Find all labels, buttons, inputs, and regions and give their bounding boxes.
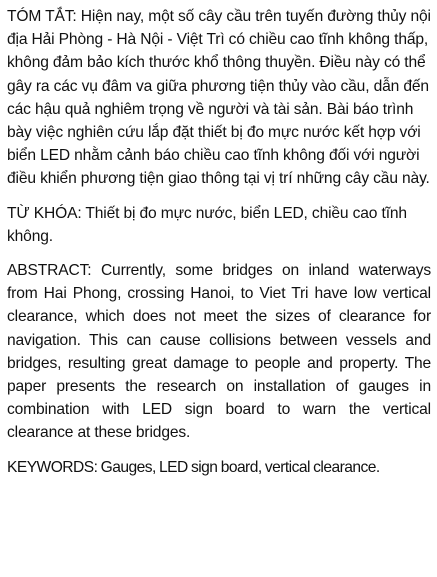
english-abstract xyxy=(7,259,431,445)
vietnamese-keywords-text: Thiết bị đo mực nước, biển LED, chiều cao tĩnh không. xyxy=(7,204,407,245)
english-abstract-text: Currently, some bridges on inland waterways from Hai Phong, crossing Hanoi, to Viet Tri have low vertical clearance, which does not meet the sizes of clearance for navigation. This can cause collisions between vessels and bridges, resulting great damage to people and property. The paper presents the research on installation of gauges in combination with LED sign board to warn the vertical clearance at these bridges. xyxy=(7,262,432,442)
vietnamese-abstract-label: TÓM TẮT: xyxy=(7,8,77,25)
vietnamese-keywords xyxy=(7,202,431,248)
vietnamese-abstract-text: Hiện nay, một số cây cầu trên tuyến đường thủy nội địa Hải Phòng - Hà Nội - Việt Trì có chiều cao tĩnh không thấp, không đảm bảo kích thước khổ thông thuyền. Điều này có thể gây ra các vụ đâm va giữa phương tiện thủy vào cầu, dẫn đến các hậu quả nghiêm trọng về người và tài sản. Bài báo trình bày việc nghiên cứu lắp đặt thiết bị đo mực nước kết hợp với biển LED nhằm cảnh báo chiều cao tĩnh không đối với người điều khiển phương tiện giao thông tại vị trí những cây cầu này. xyxy=(7,8,431,188)
english-keywords xyxy=(7,456,431,479)
english-abstract-label: ABSTRACT: xyxy=(7,262,92,280)
english-keywords-text: Gauges, LED sign board, vertical clearance. xyxy=(100,458,380,476)
vietnamese-abstract xyxy=(7,5,431,191)
english-keywords-label: KEYWORDS: xyxy=(7,458,98,476)
vietnamese-keywords-label: TỪ KHÓA: xyxy=(7,204,82,222)
